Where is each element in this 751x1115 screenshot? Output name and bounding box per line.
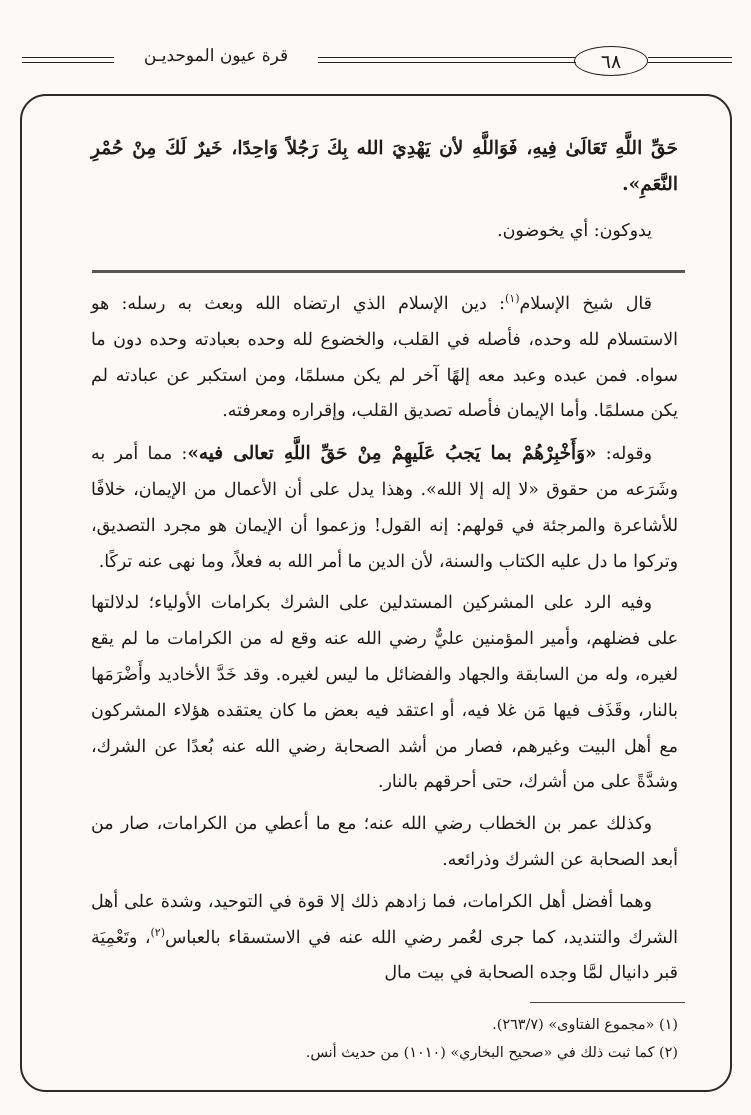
header-rule-left: [22, 57, 114, 63]
paragraph-1-intro: قال شيخ الإسلام: [519, 294, 652, 314]
paragraph-5: [91, 885, 678, 992]
footnotes: [91, 1011, 678, 1067]
paragraph-4: وكذلك عمر بن الخطاب رضي الله عنه؛ مع ما أعطي من الكرامات، صار من أبعد الصحابة عن الشرك وذرائعه.: [91, 814, 678, 870]
page-number: ٦٨: [574, 46, 648, 76]
section-separator: [92, 270, 685, 273]
explanation-paragraph: يدوكون: أي يخوضون.: [497, 221, 652, 241]
commentary-body: [91, 287, 678, 992]
paragraph-2-intro: وقوله:: [596, 444, 652, 465]
page-header: [0, 44, 751, 84]
hadith-paragraph: حَقِّ اللَّهِ تَعَالَىٰ فِيهِ، فَوَاللَّهِ لأن يَهْدِيَ الله بِكَ رَجُلاً وَاحِدًا، خَيرٌ لَكَ مِنْ حُمْرِ النَّعَمِ».: [91, 138, 678, 195]
word-explanation: [91, 214, 678, 250]
paragraph-1: [91, 287, 678, 430]
footnote-2: (٢) كما ثبت ذلك في «صحيح البخاري» (١٠١٠) من حديث أنس.: [305, 1045, 678, 1061]
paragraph-5-part-1: وهما أفضل أهل الكرامات، فما زادهم ذلك إلا قوة في التوحيد، وشدة على أهل الشرك والتنديد، كما جرى لعُمر رضي الله عنه في الاستسقاء بالعباس: [91, 891, 678, 948]
paragraph-3: وفيه الرد على المشركين المستدلين على الشرك بكرامات الأولياء؛ لدلالتها على فضلهم، وأمير المؤمنين عليٌّ رضي الله عنه وقع له من الكرامات ما لم يقع لغيره، وله من السابقة والجهاد والفضائل ما ليس لغيره. وقد خَدَّ الأخاديد وأَضْرَمَها بالنار، وقَذَف فيها مَن غلا فيه، أو اعتقد فيه بعض ما كان يعتقده هؤلاء المشركون مع أهل البيت وغيرهم، فصار من أشد الصحابة رضي الله عنه بُعدًا عن الشرك، وشدَّةً على من أشرك، حتى أحرقهم بالنار.: [91, 593, 678, 793]
footnote-1: (١) «مجموع الفتاوى» (٢٦٣/٧).: [492, 1017, 678, 1033]
paragraph-1-body: : دين الإسلام الذي ارتضاه الله وبعث به رسله: هو الاستسلام لله وحده، فأصله في القلب، والخضوع لله وحده بعبادته وحده دون ما سواه. فمن عبده وعبد معه إلهًا آخر لم يكن مسلمًا، ومن استكبر عن عبادته لم يكن مسلمًا. وأما الإيمان فأصله تصديق القلب، وإقراره ومعرفته.: [91, 294, 678, 422]
hadith-text: [91, 131, 678, 203]
footnote-ref-2: (٢): [150, 925, 165, 939]
paragraph-2: [91, 436, 678, 580]
paragraph-2-body: : مما أمر به وشَرَعه من حقوق «لا إله إلا الله». وهذا يدل على أن الأعمال من الإيمان، خلافًا للأشاعرة والمرجئة في قولهم: إنه القول! وزعموا أن الإيمان هو مجرد التصديق، وتركوا ما دل عليه الكتاب والسنة، لأن الدين ما أمر الله به فعلاً، وما نهى عنه تركًا.: [91, 444, 678, 572]
footnote-ref-1: (١): [504, 292, 520, 306]
paragraph-5-part-2: ، وتَعْمِيَة قبر دانيال لمَّا وجده الصحابة في بيت مال: [91, 927, 678, 984]
header-rule-middle: [318, 57, 576, 63]
book-title: قرة عيون الموحديـن: [143, 46, 289, 66]
footnote-rule: [530, 1002, 685, 1003]
paragraph-2-quote: «وَأَخْبِرْهُمْ بما يَجبُ عَلَيهِمْ مِنْ حَقِّ اللَّهِ تعالى فيه»: [187, 443, 597, 465]
header-rule-right: [648, 57, 732, 63]
